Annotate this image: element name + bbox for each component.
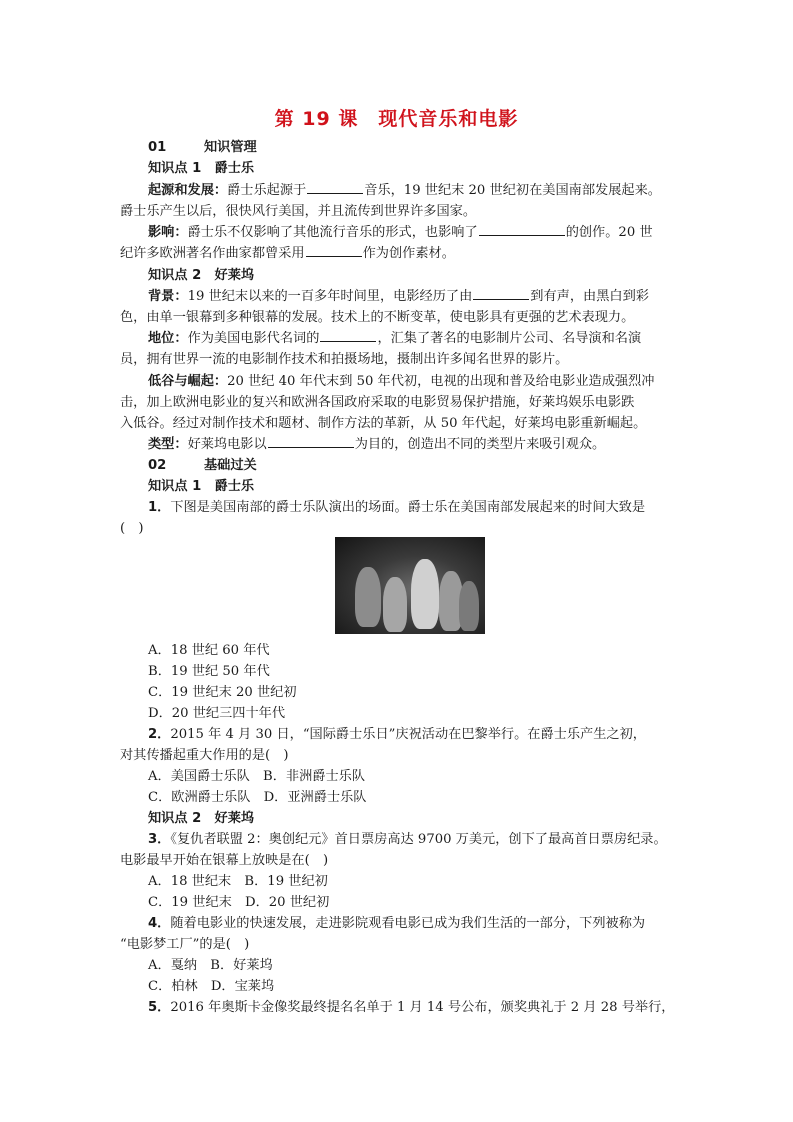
- k2-rise-line-2: 击，加上欧洲电影业的复兴和欧洲各国政府采取的电影贸易保护措施，好莱坞娱乐电影跌: [120, 395, 635, 410]
- question-1-line-1: 1．下图是美国南部的爵士乐队演出的场面。爵士乐在美国南部发展起来的时间大致是: [148, 500, 646, 515]
- k2-type-line: 类型：好莱坞电影以 为目的，创造出不同的类型片来吸引观众。: [148, 437, 606, 452]
- question-1-line-2: ( ): [120, 521, 144, 536]
- question-4-line-2: “电影梦工厂”的是( ): [120, 937, 250, 952]
- fill-blank[interactable]: [320, 329, 376, 342]
- k1-origin-line-2: 爵士乐产生以后，很快风行美国，并且流传到世界许多国家。: [120, 204, 477, 219]
- question-2-line-2: 对其传播起重大作用的是( ): [120, 748, 289, 763]
- fill-blank[interactable]: [306, 244, 362, 257]
- fill-blank[interactable]: [479, 223, 565, 236]
- exercise-knowledge-point-1-heading: 知识点 1 爵士乐: [148, 479, 255, 494]
- k2-position-line-1: 地位：作为美国电影代名词的 ，汇集了著名的电影制片公司、名导演和名演: [148, 331, 642, 346]
- knowledge-point-2-heading: 知识点 2 好莱坞: [148, 268, 255, 283]
- question-1-option-a[interactable]: A．18 世纪 60 年代: [148, 643, 270, 658]
- knowledge-point-1-heading: 知识点 1 爵士乐: [148, 161, 255, 176]
- question-5-line-1: 5．2016 年奥斯卡金像奖最终提名名单于 1 月 14 号公布，颁奖典礼于 2 月 28 号举行，: [148, 1000, 675, 1015]
- question-4-options-row-1[interactable]: A．戛纳 B．好莱坞: [148, 958, 273, 973]
- question-3-options-row-2[interactable]: C．19 世纪末 D．20 世纪初: [148, 895, 330, 910]
- k2-background-line-1: 背景：19 世纪末以来的一百多年时间里，电影经历了由 到有声，由黑白到彩: [148, 289, 649, 304]
- fill-blank[interactable]: [268, 435, 354, 448]
- question-4-line-1: 4．随着电影业的快速发展，走进影院观看电影已成为我们生活的一部分，下列被称为: [148, 916, 646, 931]
- exercise-knowledge-point-2-heading: 知识点 2 好莱坞: [148, 811, 255, 826]
- k2-position-line-2: 员，拥有世界一流的电影制作技术和拍摄场地，摄制出许多闻名世界的影片。: [120, 352, 569, 367]
- question-1-option-c[interactable]: C．19 世纪末 20 世纪初: [148, 685, 297, 700]
- k1-influence-line-1: 影响：爵士乐不仅影响了其他流行音乐的形式，也影响了 的创作。20 世: [148, 225, 653, 240]
- jazz-band-photo: [335, 537, 485, 634]
- section-heading-02: 02 基础过关: [148, 458, 257, 473]
- k2-rise-line-1: 低谷与崛起：20 世纪 40 年代末到 50 年代初，电视的出现和普及给电影业造成强烈冲: [148, 374, 655, 389]
- question-3-line-2: 电影最早开始在银幕上放映是在( ): [120, 853, 329, 868]
- fill-blank[interactable]: [473, 287, 529, 300]
- k2-background-line-2: 色，由单一银幕到多种银幕的发展。技术上的不断变革，使电影具有更强的艺术表现力。: [120, 310, 635, 325]
- k2-rise-line-3: 入低谷。经过对制作技术和题材、制作方法的革新，从 50 年代起，好莱坞电影重新崛起。: [120, 416, 647, 431]
- question-2-options-row-1[interactable]: A．美国爵士乐队 B．非洲爵士乐队: [148, 769, 366, 784]
- question-1-option-d[interactable]: D．20 世纪三四十年代: [148, 706, 286, 721]
- section-heading-01: 01 知识管理: [148, 140, 257, 155]
- k1-influence-line-2: 纪许多欧洲著名作曲家都曾采用 作为创作素材。: [120, 246, 455, 261]
- question-2-options-row-2[interactable]: C．欧洲爵士乐队 D．亚洲爵士乐队: [148, 790, 367, 805]
- fill-blank[interactable]: [307, 181, 363, 194]
- k1-origin-line-1: 起源和发展：爵士乐起源于 音乐，19 世纪末 20 世纪初在美国南部发展起来。: [148, 183, 661, 198]
- question-4-options-row-2[interactable]: C．柏林 D．宝莱坞: [148, 979, 275, 994]
- page-title: 第 19 课 现代音乐和电影: [274, 108, 519, 130]
- question-3-options-row-1[interactable]: A．18 世纪末 B．19 世纪初: [148, 874, 328, 889]
- question-2-line-1: 2．2015 年 4 月 30 日，“国际爵士乐日”庆祝活动在巴黎举行。在爵士乐产生之初，: [148, 727, 646, 742]
- question-1-option-b[interactable]: B．19 世纪 50 年代: [148, 664, 270, 679]
- question-3-line-1: 3．《复仇者联盟 2：奥创纪元》首日票房高达 9700 万美元，创下了最高首日票房纪录。: [148, 832, 667, 847]
